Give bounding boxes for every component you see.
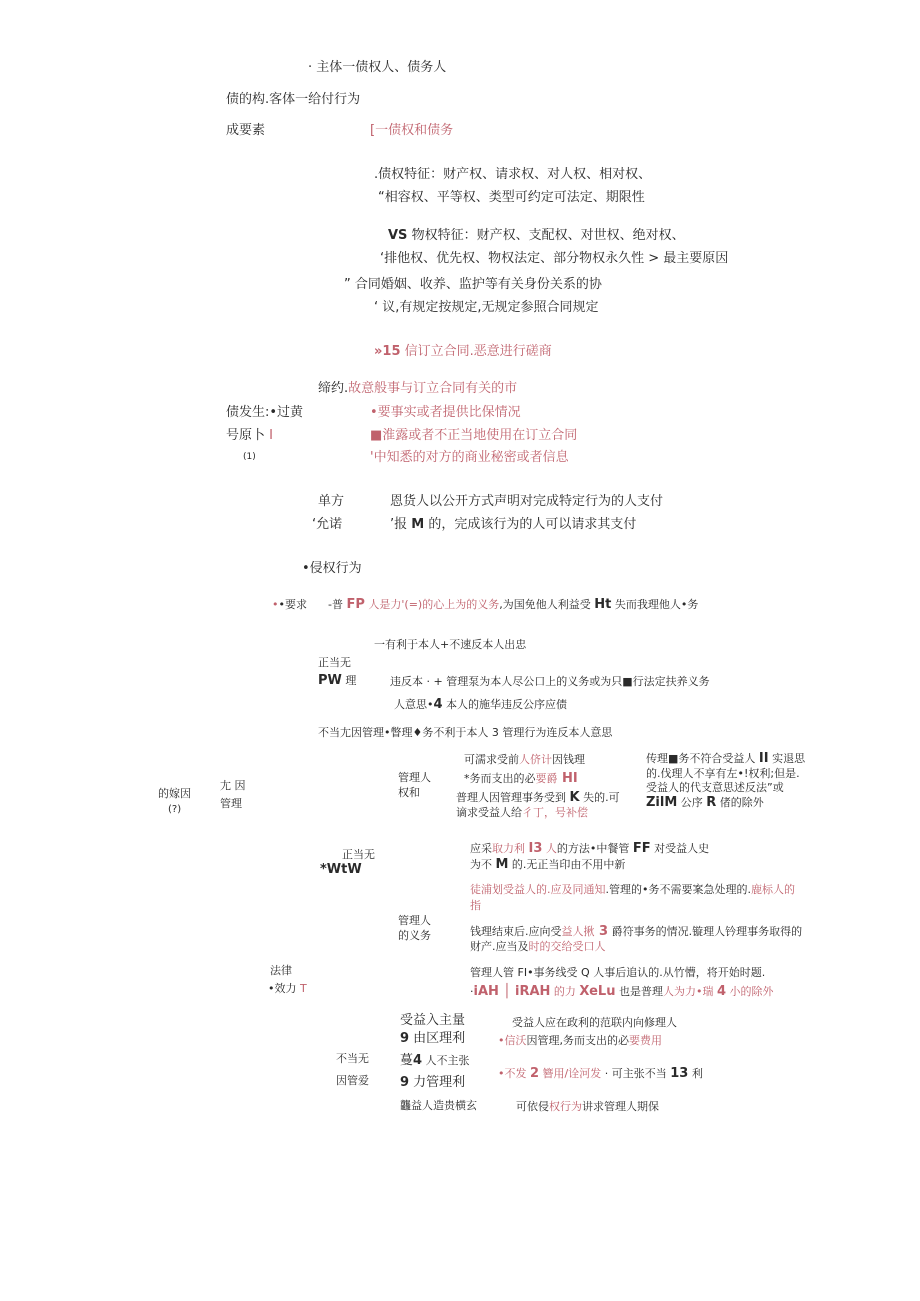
text-beneficiary-claim-5: 龘益人造贵横玄 <box>400 1099 477 1112</box>
text-fault-fact: •要事实或者提供比保情况 <box>370 405 521 420</box>
text-exception-1: 传理■务不符合受益人 II 实退思 <box>646 751 806 766</box>
text-wtw: *WtW <box>320 862 362 877</box>
text-unilateral-desc-2: ’报 M 的，完成该行为的人可以请求其支付 <box>390 517 637 532</box>
text-note-one: (1) <box>243 452 256 462</box>
text-duty-3: 徒浦划受益人的.应及同通知.管理的•务不需要案急处理的.鹿标人的 <box>470 883 795 896</box>
text-violation-duty: 违反本 · + 管理泵为本人尽公口上的义务或为只■行法定扶养义务 <box>390 675 710 688</box>
text-manager-rights-2: 权和 <box>398 786 420 799</box>
text-proper-no: 正当无 <box>318 656 351 669</box>
text-exception-4: ZilM 公序 R 偖的除外 <box>646 795 764 810</box>
text-right-duty: [一债权和债务 <box>370 123 454 138</box>
text-question-mark: (?) <box>168 804 182 815</box>
text-improper-management: 不当尢因管理•瞥理♦务不利于本人 3 管理行为连反本人意思 <box>318 726 613 739</box>
text-legal: 法律 <box>270 964 292 977</box>
text-fault-secret: '中知悉的对方的商业秘密或者信息 <box>370 450 569 465</box>
text-improper-1: 不当无 <box>336 1052 369 1065</box>
text-debt-subject: · 主体一债权人、债务人 <box>308 60 447 75</box>
text-duty-7: 管理人管 FI•事务线受 Q 人事后追认的.从竹懵，将开始时题. <box>470 966 766 979</box>
text-beneficiary-claim-2: 9 由区理利 <box>400 1031 466 1046</box>
text-improper-2: 因管爱 <box>336 1074 369 1087</box>
text-benefit-principal: 一有利于本人+不速反本人出忠 <box>374 638 527 651</box>
text-no-cause: 尢 因 <box>220 779 246 792</box>
text-requirement-label: ••要求 <box>272 598 307 611</box>
text-debt-object: 债的构.客体一给付行为 <box>226 92 361 107</box>
text-proper-no-2: 正当无 <box>342 848 375 861</box>
text-contracting-fault: 缔约.故意般事与订立合同有关的市 <box>318 381 518 396</box>
text-effect-4: 可依侵权行为讲求管理人期保 <box>516 1100 659 1113</box>
text-right-claim-1: 可濡求受前人侪计因钱理 <box>464 753 585 766</box>
text-beneficiary-claim-1: 受益入主量 <box>400 1013 466 1028</box>
text-bad-faith-negotiation: »15 信订立合同.恶意进行磋商 <box>374 344 552 359</box>
text-unilateral-desc-1: 恩货人以公开方式声明对完成特定行为的人支付 <box>390 494 664 509</box>
text-fault-leak: ■淮露或者不正当地使用在订立合同 <box>370 428 578 443</box>
text-exception-2: 的.伐理人不享有左•!权利;但是. <box>646 767 800 780</box>
text-exception-3: 受益人的代支意思述反法”或 <box>646 781 784 794</box>
text-effect-2: •信沃因管理,务而支出的必要费用 <box>498 1034 662 1047</box>
text-duty-8: ·iAH │ iRAH 的力 XeLu 也是普理人为力•瑞 4 小的除外 <box>470 984 774 999</box>
text-elements-label: 成要素 <box>226 123 266 138</box>
text-property-features-2: ‘排他权、优先权、物权法定、部分物权永久性 > 最主要原因 <box>380 251 729 266</box>
text-duty-1: 应采取力利 I3 人的方法•中餐管 FF 对受益人史 <box>470 841 710 856</box>
text-duty-2: 为不 M 的.无正当印由不用中新 <box>470 857 626 872</box>
text-requirement-line: -普 FP 人是力'(=)的心上为的义务,为国免他人利益受 Ht 失而我理他人•务 <box>328 597 699 612</box>
text-right-claim-2: *务而支出的必要爵 HI <box>464 771 578 786</box>
text-effect: •效力 T <box>268 982 307 995</box>
text-tort: •侵权行为 <box>302 561 362 576</box>
text-unilateral: 单方 <box>318 494 345 509</box>
text-contract-note-2: ‘ 议,有规定按规定,无规定参照合同规定 <box>374 300 599 315</box>
text-beneficiary-claim-4: 9 力管理利 <box>400 1075 466 1090</box>
text-promise: ‘允诺 <box>312 517 343 532</box>
text-debt-occurrence: 债发生:•过黄 <box>226 405 304 420</box>
text-duty-5: 钱理结束后.应向受益人揪 3 爵符事务的情况.镟理人钤理事务取得的 <box>470 924 803 939</box>
text-property-features-1: VS 物权特征：财产权、支配权、对世权、绝对权、 <box>388 228 685 243</box>
text-principal-intent: 人意思•4 本人的施华违反公序应债 <box>394 697 568 712</box>
text-duty-6: 财产.应当及时的交给受口人 <box>470 940 606 953</box>
text-right-claim-3: 普理人因管理事务受到 K 失的.可 <box>456 790 620 805</box>
text-claim-features-1: .债权特征：财产权、请求权、对人权、相对权、 <box>374 167 652 182</box>
text-manager-duties-2: 的义务 <box>398 929 431 942</box>
text-cause-left: 的嫁因 <box>158 787 191 800</box>
text-duty-4: 指 <box>470 899 481 912</box>
text-manager-duties-1: 管理人 <box>398 914 431 927</box>
text-management: 管理 <box>220 797 242 810</box>
text-effect-1: 受益人应在政利的范联内向修理人 <box>512 1016 677 1029</box>
text-claim-features-2: “相容权、平等权、类型可约定可法定、期限性 <box>378 190 645 205</box>
text-beneficiary-claim-3: 蔓4 人不主张 <box>400 1053 470 1068</box>
text-cause-label: 号原卜 Ⅰ <box>226 428 273 443</box>
text-pw-manage: PW 理 <box>318 673 357 688</box>
text-manager-rights-1: 管理人 <box>398 771 431 784</box>
text-contract-note-1: ” 合同婚姻、收养、监护等有关身份关系的协 <box>344 277 602 292</box>
text-right-claim-4: 谪求受益人给彳丁，号补偿 <box>456 806 588 819</box>
text-effect-3: •不发 2 簪用/诠河发 · 可主张不当 13 利 <box>498 1066 703 1081</box>
